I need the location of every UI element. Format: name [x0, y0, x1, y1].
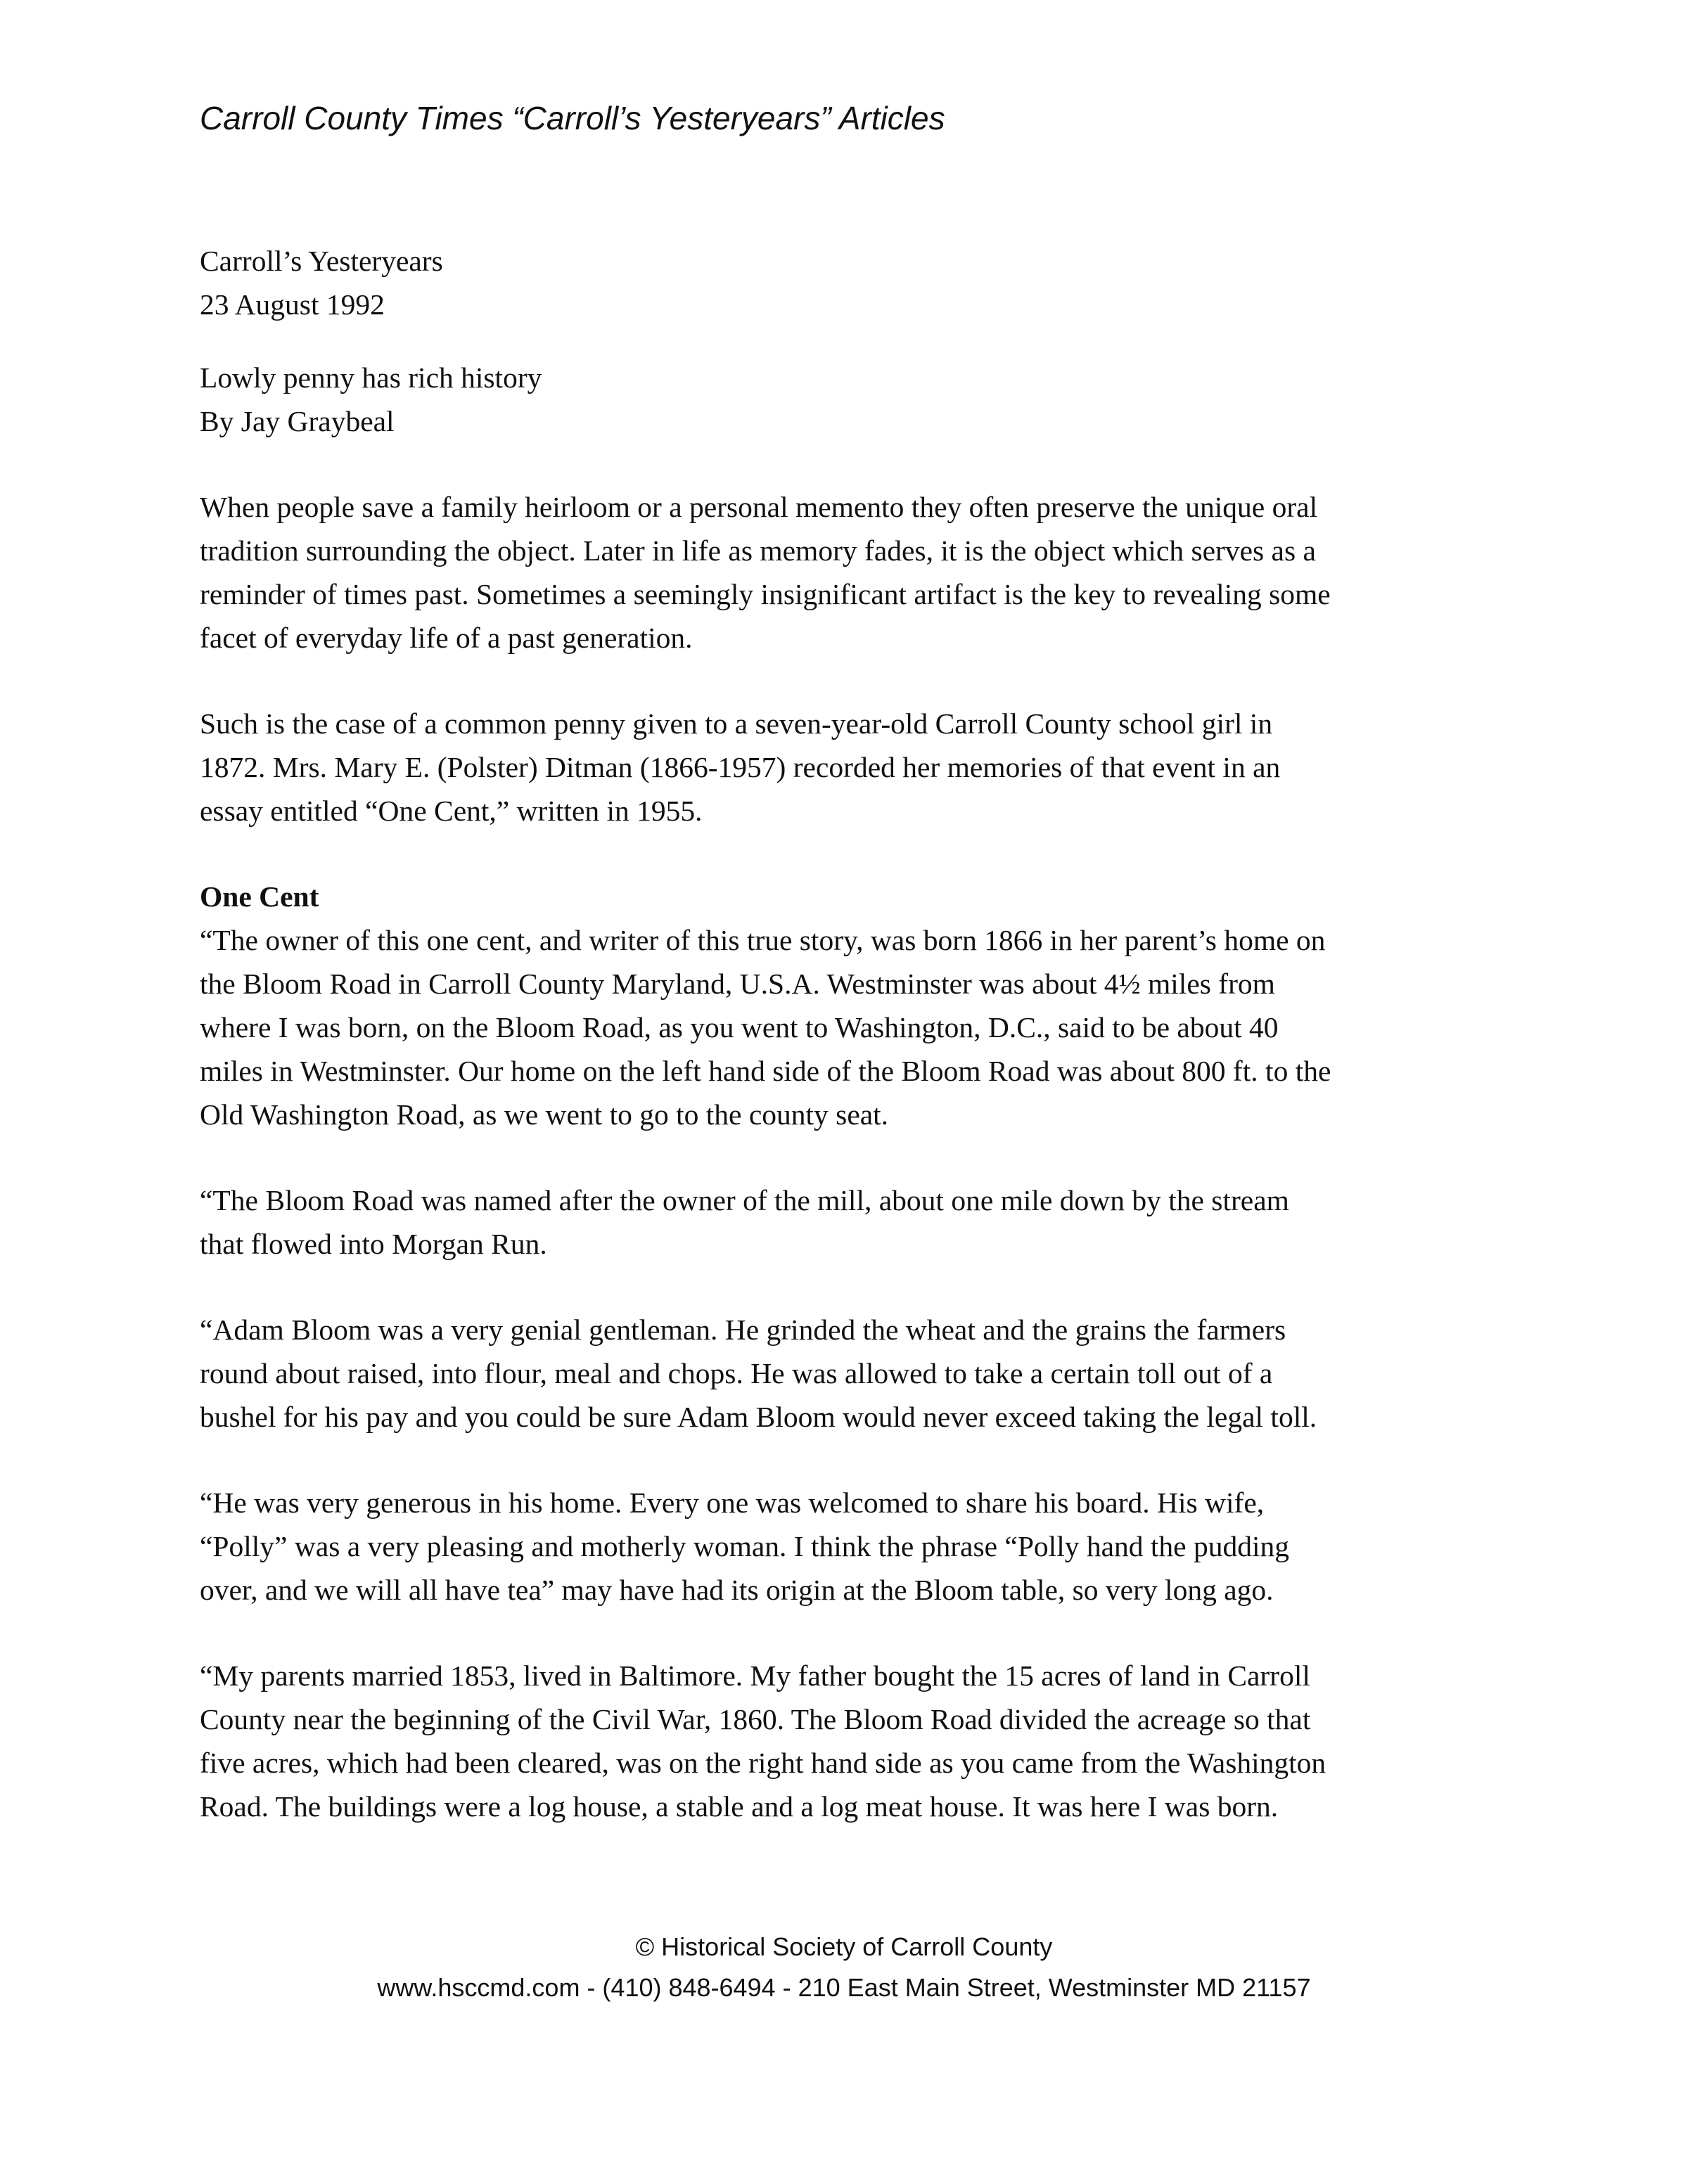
text-line: Old Washington Road, as we went to go to the county seat. — [200, 1098, 889, 1131]
paragraph — [200, 1178, 1508, 1266]
article-meta — [200, 239, 1508, 326]
paragraph — [200, 485, 1508, 660]
text-line: bushel for his pay and you could be sure Adam Bloom would never exceed taking the legal toll. — [200, 1401, 1317, 1433]
paragraph — [200, 1654, 1508, 1828]
article — [200, 239, 1508, 1828]
page-header-title: Carroll County Times “Carroll’s Yesteryears” Articles — [200, 100, 945, 136]
text-line: reminder of times past. Sometimes a seemingly insignificant artifact is the key to revealing some — [200, 578, 1331, 610]
text-line: County near the beginning of the Civil War, 1860. The Bloom Road divided the acreage so that — [200, 1703, 1311, 1735]
headline: Lowly penny has rich history — [200, 361, 542, 394]
text-line: When people save a family heirloom or a personal memento they often preserve the unique oral — [200, 491, 1318, 523]
text-line: Road. The buildings were a log house, a stable and a log meat house. It was here I was born. — [200, 1790, 1279, 1823]
text-line: where I was born, on the Bloom Road, as you went to Washington, D.C., said to be about 40 — [200, 1011, 1279, 1043]
text-line: facet of everyday life of a past generation. — [200, 622, 693, 654]
text-line: the Bloom Road in Carroll County Maryland, U.S.A. Westminster was about 4½ miles from — [200, 968, 1275, 1000]
paragraph — [200, 1481, 1508, 1612]
text-line: “The Bloom Road was named after the owner of the mill, about one mile down by the stream — [200, 1184, 1289, 1216]
paragraph — [200, 702, 1508, 833]
text-line: essay entitled “One Cent,” written in 1955. — [200, 795, 703, 827]
paragraph — [200, 1308, 1508, 1439]
essay-section — [200, 875, 1508, 1136]
text-line: miles in Westminster. Our home on the left hand side of the Bloom Road was about 800 ft. to the — [200, 1055, 1331, 1087]
text-line: “My parents married 1853, lived in Baltimore. My father bought the 15 acres of land in Carroll — [200, 1659, 1310, 1692]
text-line: five acres, which had been cleared, was on the right hand side as you came from the Washington — [200, 1747, 1326, 1779]
byline: By Jay Graybeal — [200, 405, 395, 437]
footer-contact: www.hsccmd.com - (410) 848-6494 - 210 East Main Street, Westminster MD 21157 — [377, 1973, 1311, 2002]
text-line: over, and we will all have tea” may have had its origin at the Bloom table, so very long ago. — [200, 1574, 1274, 1606]
text-line: “Polly” was a very pleasing and motherly woman. I think the phrase “Polly hand the pudding — [200, 1530, 1289, 1562]
essay-heading: One Cent — [200, 880, 319, 913]
article-date: 23 August 1992 — [200, 288, 385, 321]
footer-copyright: © Historical Society of Carroll County — [635, 1932, 1053, 1961]
text-line: “He was very generous in his home. Every one was welcomed to share his board. His wife, — [200, 1486, 1265, 1519]
text-line: 1872. Mrs. Mary E. (Polster) Ditman (1866-1957) recorded her memories of that event in an — [200, 751, 1281, 783]
text-line: that flowed into Morgan Run. — [200, 1228, 547, 1260]
text-line: tradition surrounding the object. Later in life as memory fades, it is the object which serves as a — [200, 534, 1316, 567]
page-footer — [0, 1927, 1688, 2008]
text-line: “Adam Bloom was a very genial gentleman. He grinded the wheat and the grains the farmers — [200, 1313, 1286, 1346]
text-line: “The owner of this one cent, and writer of this true story, was born 1866 in her parent’s home on — [200, 924, 1326, 956]
article-title-block — [200, 356, 1508, 443]
column-name: Carroll’s Yesteryears — [200, 245, 443, 277]
text-line: round about raised, into flour, meal and chops. He was allowed to take a certain toll out of a — [200, 1357, 1273, 1389]
text-line: Such is the case of a common penny given to a seven-year-old Carroll County school girl in — [200, 707, 1273, 740]
